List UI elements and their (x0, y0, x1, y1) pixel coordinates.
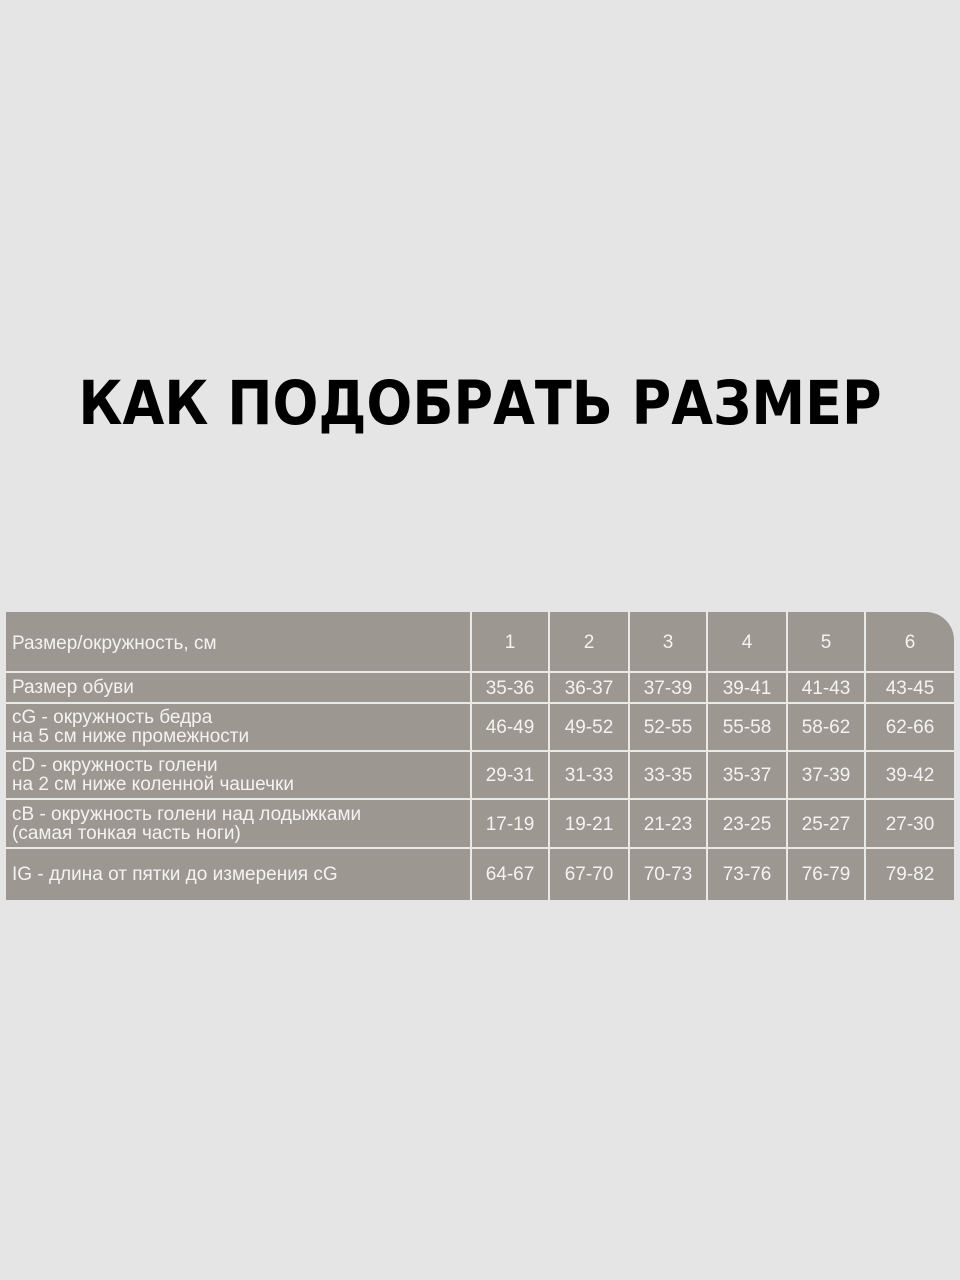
table-cell: 37-39 (788, 751, 866, 799)
row-divider (6, 750, 954, 752)
table-cell: 70-73 (630, 848, 708, 900)
table-cell: 19-21 (550, 799, 630, 848)
table-cell: 29-31 (472, 751, 550, 799)
table-cell: 67-70 (550, 848, 630, 900)
table-cell: 21-23 (630, 799, 708, 848)
table-cell: 17-19 (472, 799, 550, 848)
size-header-2: 2 (550, 612, 630, 672)
table-cell: 27-30 (885, 813, 935, 835)
row-divider (6, 798, 954, 800)
table-cell: 73-76 (708, 848, 788, 900)
table-cell: 37-39 (630, 672, 708, 703)
table-cell: 46-49 (472, 703, 550, 751)
size-header-3: 3 (630, 612, 708, 672)
page-title: КАК ПОДОБРАТЬ РАЗМЕР (78, 368, 882, 439)
table-cell: 41-43 (788, 672, 866, 703)
row-divider (6, 702, 954, 704)
table-cell: 25-27 (788, 799, 866, 848)
row-label-ankle: cB - окружность голени над лодыжками (самая тонкая часть ноги) (6, 799, 472, 848)
size-header-6: 6 (904, 632, 916, 653)
table-cell: 36-37 (550, 672, 630, 703)
table-cell: 31-33 (550, 751, 630, 799)
row-label-calf-below-knee: cD - окружность голени на 2 см ниже коленной чашечки (6, 751, 472, 799)
table-cell: 23-25 (708, 799, 788, 848)
header-label: Размер/окружность, см (6, 612, 472, 672)
row-label-shoe-size: Размер обуви (6, 672, 472, 703)
table-cell: 39-41 (708, 672, 788, 703)
row-divider (6, 847, 954, 849)
table-cell: 39-42 (885, 765, 935, 786)
row-divider (6, 671, 954, 673)
table-cell: 62-66 (885, 717, 935, 738)
table-cell: 64-67 (472, 848, 550, 900)
table-cell: 79-82 (885, 864, 935, 885)
row-label-length: IG - длина от пятки до измерения cG (6, 848, 472, 900)
size-header-4: 4 (708, 612, 788, 672)
table-cell: 52-55 (630, 703, 708, 751)
size-chart-table (6, 612, 954, 900)
table-cell: 43-45 (885, 677, 935, 699)
row-label-thigh: cG - окружность бедра на 5 см ниже промежности (6, 703, 472, 751)
table-cell: 35-37 (708, 751, 788, 799)
size-header-1: 1 (472, 612, 550, 672)
size-chart-grid (6, 612, 954, 900)
table-cell: 49-52 (550, 703, 630, 751)
table-cell: 76-79 (788, 848, 866, 900)
table-cell: 58-62 (788, 703, 866, 751)
table-cell: 35-36 (472, 672, 550, 703)
table-cell: 55-58 (708, 703, 788, 751)
table-cell: 33-35 (630, 751, 708, 799)
size-header-5: 5 (788, 612, 866, 672)
